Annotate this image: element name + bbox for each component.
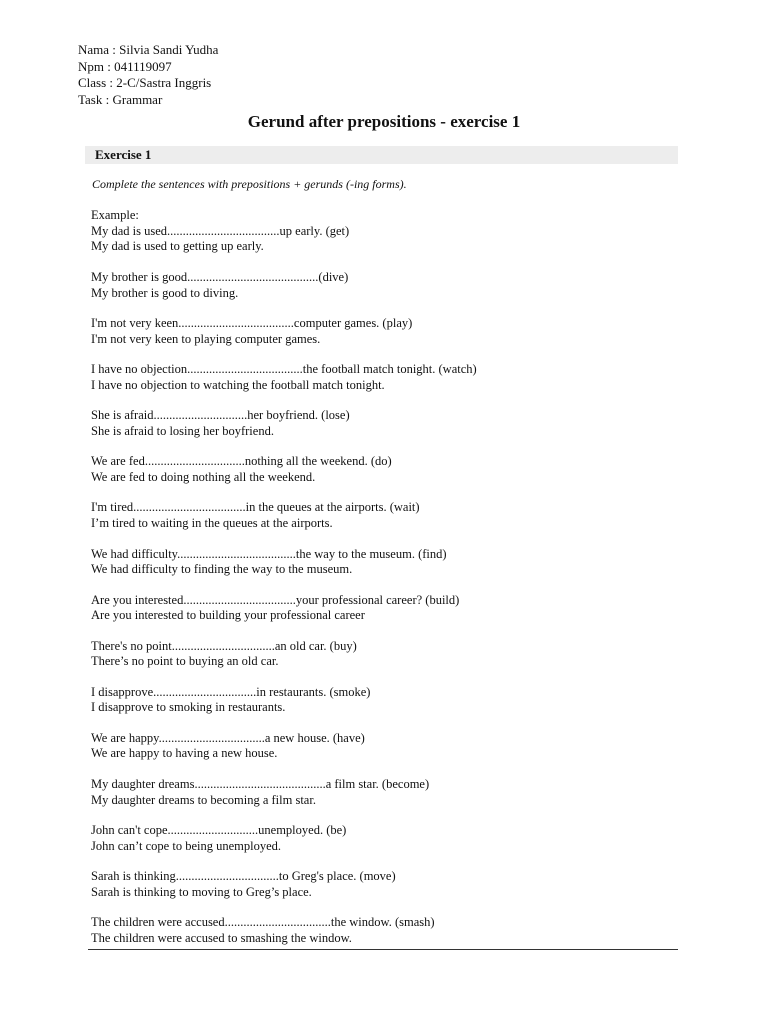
student-class: Class : 2-C/Sastra Inggris: [78, 75, 212, 90]
item-prompt: My daughter dreams..........................................a film star. (become): [91, 777, 430, 792]
item-prompt: There's no point.................................an old car. (buy): [91, 638, 357, 653]
student-npm: Npm : 041119097: [78, 58, 172, 74]
exercise-item: [91, 362, 477, 393]
exercise-label: Exercise 1: [95, 147, 152, 162]
exercise-item: [91, 869, 477, 900]
task-type: Task : Grammar: [78, 91, 163, 107]
example-block: [91, 208, 349, 255]
item-prompt: We are fed................................nothing all the weekend. (do): [91, 454, 392, 469]
exercise-item: [91, 915, 477, 946]
item-answer: There’s no point to buying an old car.: [91, 654, 279, 669]
item-answer: Sarah is thinking to moving to Greg’s place.: [91, 884, 312, 899]
item-prompt: We had difficulty......................................the way to the museum. (find): [91, 546, 447, 561]
item-prompt: The children were accused..................................the window. (smash): [91, 915, 435, 930]
item-prompt: She is afraid..............................her boyfriend. (lose): [91, 408, 350, 423]
item-answer: Are you interested to building your professional career: [91, 608, 365, 623]
exercise-item: [91, 777, 477, 808]
example-heading: Example:: [91, 208, 139, 222]
item-answer: She is afraid to losing her boyfriend.: [91, 423, 274, 438]
item-prompt: Are you interested....................................your professional career? (build): [91, 592, 460, 607]
example-answer: My dad is used to getting up early.: [91, 239, 264, 253]
item-prompt: I'm tired....................................in the queues at the airports. (wait): [91, 500, 420, 515]
item-prompt: I have no objection.....................................the football match tonight. (watch): [91, 362, 477, 377]
bottom-divider: [88, 949, 678, 950]
item-answer: We are fed to doing nothing all the weekend.: [91, 469, 316, 484]
exercise-item: [91, 547, 477, 578]
exercise-item: [91, 500, 477, 531]
item-answer: I disapprove to smoking in restaurants.: [91, 700, 286, 715]
item-prompt: I disapprove.................................in restaurants. (smoke): [91, 684, 371, 699]
item-answer: We are happy to having a new house.: [91, 746, 278, 761]
exercise-item: [91, 593, 477, 624]
item-prompt: My brother is good..........................................(dive): [91, 270, 349, 284]
exercise-item: [91, 316, 477, 347]
item-prompt: John can't cope.............................unemployed. (be): [91, 823, 347, 838]
example-prompt: My dad is used....................................up early. (get): [91, 223, 350, 238]
student-name: Nama : Silvia Sandi Yudha: [78, 42, 219, 57]
student-info: [78, 42, 218, 108]
exercise-item: [91, 639, 477, 670]
exercise-item: [91, 408, 477, 439]
exercise-header-bar: [85, 146, 678, 164]
item-answer: I’m tired to waiting in the queues at the airports.: [91, 515, 333, 530]
item-prompt: I'm not very keen.....................................computer games. (play): [91, 316, 413, 331]
item-answer: I'm not very keen to playing computer games.: [91, 331, 321, 346]
page-title: Gerund after prepositions - exercise 1: [247, 112, 521, 131]
exercise-item: [91, 823, 477, 854]
exercise-item: [91, 270, 477, 301]
item-answer: The children were accused to smashing the window.: [91, 930, 352, 945]
item-answer: My brother is good to diving.: [91, 285, 239, 300]
item-answer: John can’t cope to being unemployed.: [91, 838, 282, 853]
exercise-instruction: Complete the sentences with prepositions + gerunds (-ing forms).: [92, 177, 407, 191]
item-answer: I have no objection to watching the football match tonight.: [91, 377, 385, 392]
item-answer: My daughter dreams to becoming a film star.: [91, 792, 316, 807]
item-prompt: We are happy..................................a new house. (have): [91, 730, 365, 745]
item-answer: We had difficulty to finding the way to the museum.: [91, 562, 353, 577]
exercise-items: [91, 270, 477, 961]
exercise-item: [91, 685, 477, 716]
item-prompt: Sarah is thinking.................................to Greg's place. (move): [91, 869, 396, 884]
exercise-item: [91, 454, 477, 485]
exercise-item: [91, 731, 477, 762]
